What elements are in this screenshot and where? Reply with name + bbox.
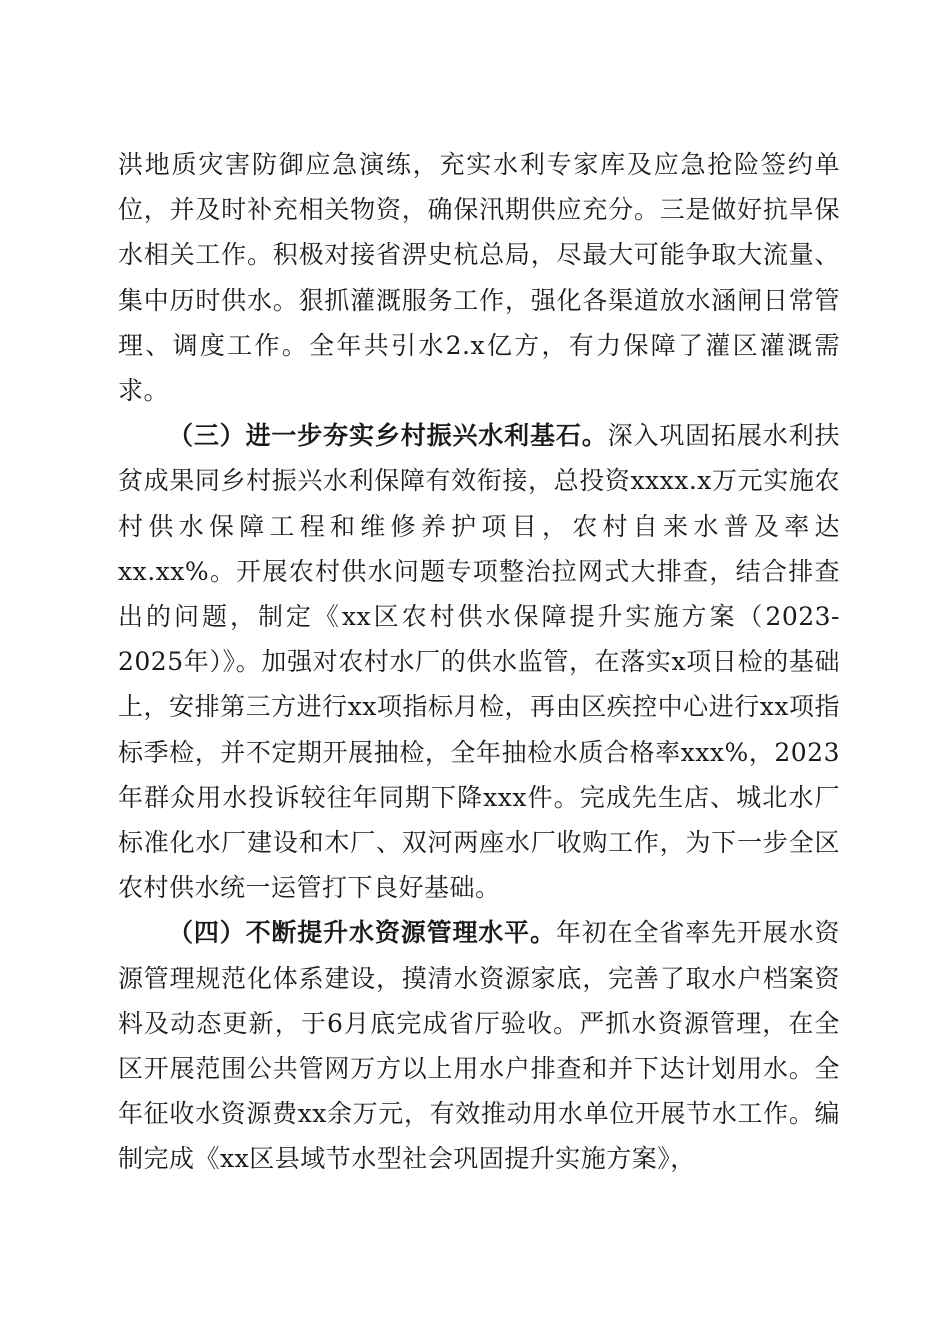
paragraph-text: 深入巩固拓展水利扶贫成果同乡村振兴水利保障有效衔接，总投资xxxx.x万元实施农村供水保障工程和维修养护项目，农村自来水普及率达xx.xx%。开展农村供水问题专项整治拉网式大排查，结合排查出的问题，制定《xx区农村供水保障提升实施方案（2023-2025年）》。加强对农村水厂的供水监管，在落实x项日检的基础上，安排第三方进行xx项指标月检，再由区疾控中心进行xx项指标季检，并不定期开展抽检，全年抽检水质合格率xxx%，2023年群众用水投诉较往年同期下降xxx件。完成先生店、城北水厂标准化水厂建设和木厂、双河两座水厂收购工作，为下一步全区农村供水统一运管打下良好基础。	[118, 421, 840, 903]
paragraph-text: 洪地质灾害防御应急演练，充实水利专家库及应急抢险签约单位，并及时补充相关物资，确保汛期供应充分。三是做好抗旱保水相关工作。积极对接省淠史杭总局，尽最大可能争取大流量、集中历时供水。狠抓灌溉服务工作，强化各渠道放水涵闸日常管理、调度工作。全年共引水2.x亿方，有力保障了灌区灌溉需求。	[118, 150, 840, 406]
paragraph-water-resource-management	[118, 910, 840, 1181]
paragraph-rural-revitalization	[118, 413, 840, 910]
paragraph-flood-drought	[118, 142, 840, 413]
section-heading-four: （四）不断提升水资源管理水平。	[168, 918, 556, 948]
section-heading-three: （三）进一步夯实乡村振兴水利基石。	[168, 421, 608, 451]
document-body	[118, 142, 840, 1182]
paragraph-text: 年初在全省率先开展水资源管理规范化体系建设，摸清水资源家底，完善了取水户档案资料及动态更新，于6月底完成省厅验收。严抓水资源管理，在全区开展范围公共管网万方以上用水户排查和并下达计划用水。全年征收水资源费xx余万元，有效推动用水单位开展节水工作。编制完成《xx区县域节水型社会巩固提升实施方案》，	[118, 918, 840, 1174]
